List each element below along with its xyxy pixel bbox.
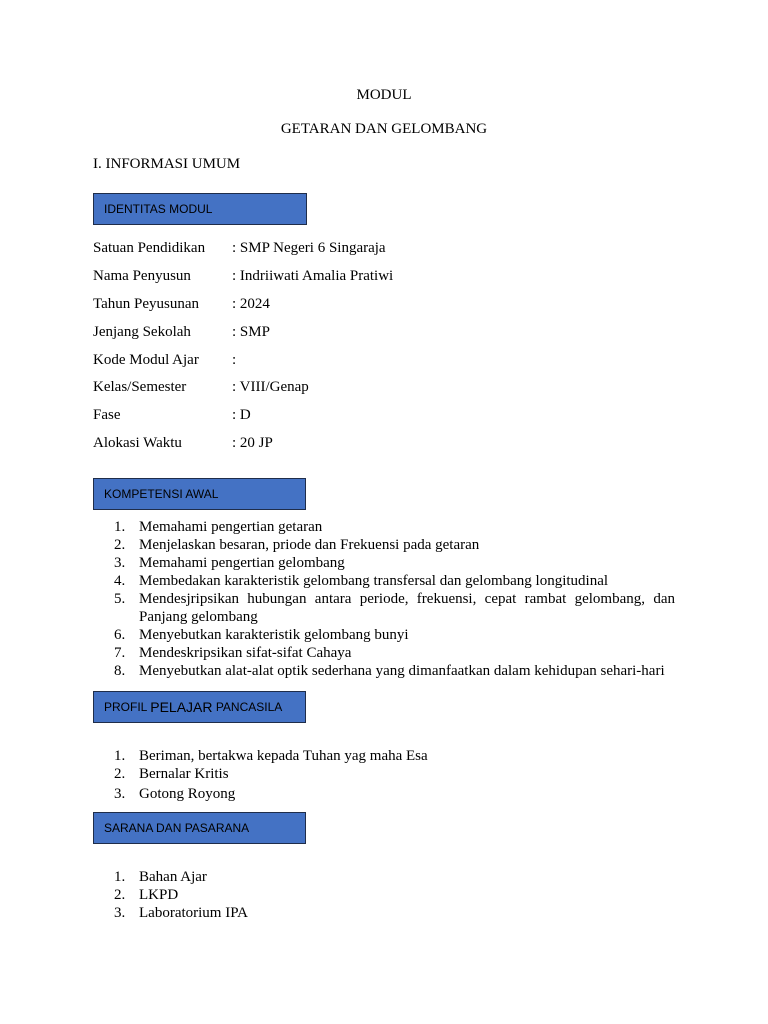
info-label: Jenjang Sekolah [93,324,191,340]
info-value: : [232,352,237,368]
list-number: 3. [114,905,126,921]
document-title: MODUL [356,87,412,103]
section-heading: I. INFORMASI UMUM [93,156,241,172]
list-item [93,785,675,803]
list-text: Menyebutkan karakteristik gelombang bunyi [139,627,409,643]
info-value: : 20 JP [232,435,273,451]
document-subtitle: GETARAN DAN GELOMBANG [280,121,488,137]
list-number: 2. [114,887,126,903]
list-number: 2. [114,766,126,782]
kompetensi-awal-box [93,478,306,510]
list-item [93,747,675,765]
list-item [93,590,675,626]
info-label: Tahun Peyusunan [93,296,200,312]
profil-list [93,747,675,803]
info-value: : VIII/Genap [232,379,309,395]
profil-label-part1: PROFIL [104,700,151,714]
sarana-prasarana-box [93,812,306,844]
list-text: Gotong Royong [139,786,236,802]
info-label: Kode Modul Ajar [93,352,199,368]
list-text: Bernalar Kritis [139,766,229,782]
list-number: 6. [114,627,126,643]
list-text: Beriman, bertakwa kepada Tuhan yag maha Esa [139,748,428,764]
list-text: Memahami pengertian gelombang [139,555,345,571]
profil-label-part2: PELAJAR [150,699,213,715]
list-number: 3. [114,555,126,571]
list-text: Menjelaskan besaran, priode dan Frekuensi pada getaran [139,537,480,553]
list-item [93,572,675,590]
list-text: Bahan Ajar [139,869,207,885]
info-label: Nama Penyusun [93,268,191,284]
list-text: Mendesjripsikan hubungan antara periode, frekuensi, cepat rambat gelombang, dan Panjang gelombang [139,591,675,625]
list-number: 1. [114,519,126,535]
list-text: Memahami pengertian getaran [139,519,323,535]
list-item [93,644,675,662]
info-value: : D [232,407,251,423]
list-number: 1. [114,748,126,764]
list-text: Mendeskripsikan sifat-sifat Cahaya [139,645,352,661]
list-number: 2. [114,537,126,553]
list-item [93,868,675,886]
sarana-list [93,868,675,922]
list-text: LKPD [139,887,179,903]
info-value: : Indriiwati Amalia Pratiwi [232,268,394,284]
list-item [93,662,675,680]
info-label: Fase [93,407,121,423]
info-label: Alokasi Waktu [93,435,182,451]
list-item [93,626,675,644]
list-number: 4. [114,573,126,589]
identitas-modul-box [93,193,307,225]
kompetensi-list [93,518,675,680]
identitas-modul-label: IDENTITAS MODUL [104,202,213,216]
info-value: : 2024 [232,296,270,312]
list-number: 7. [114,645,126,661]
profil-pelajar-pancasila-box [93,691,306,723]
kompetensi-awal-label: KOMPETENSI AWAL [104,487,219,501]
list-item [93,765,675,783]
list-item [93,904,675,922]
list-number: 8. [114,663,126,679]
list-number: 5. [114,591,126,607]
info-value: : SMP [232,324,270,340]
list-number: 3. [114,786,126,802]
list-item [93,554,675,572]
list-item [93,518,675,536]
list-text: Membedakan karakteristik gelombang transfersal dan gelombang longitudinal [139,573,609,589]
info-value: : SMP Negeri 6 Singaraja [232,240,386,256]
list-text: Laboratorium IPA [139,905,249,921]
profil-label-part3: PANCASILA [212,700,283,714]
list-text: Menyebutkan alat-alat optik sederhana yang dimanfaatkan dalam kehidupan sehari-hari [139,663,665,679]
list-item [93,886,675,904]
list-item [93,536,675,554]
info-label: Satuan Pendidikan [93,240,206,256]
list-number: 1. [114,869,126,885]
info-label: Kelas/Semester [93,379,187,395]
sarana-prasarana-label: SARANA DAN PASARANA [104,821,250,835]
